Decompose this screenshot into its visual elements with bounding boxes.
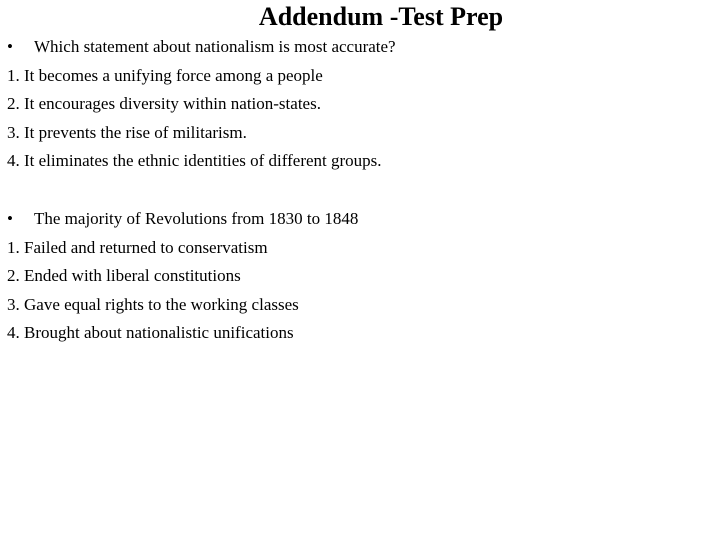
answer-option: 4. Brought about nationalistic unifications: [7, 323, 294, 342]
question-block: [7, 33, 396, 176]
answer-option: 4. It eliminates the ethnic identities of different groups.: [7, 151, 382, 170]
answer-option: 1. It becomes a unifying force among a people: [7, 65, 323, 85]
page-title: Addendum -Test Prep: [258, 2, 504, 31]
answer-option: 2. It encourages diversity within nation-states.: [7, 94, 321, 113]
bullet-icon: •: [7, 209, 13, 228]
question-stem: [7, 205, 358, 234]
answer-option: 3. Gave equal rights to the working classes: [7, 294, 299, 314]
question-block: [7, 205, 358, 348]
question-text: Which statement about nationalism is most accurate?: [34, 37, 396, 56]
question-stem: [7, 33, 396, 62]
answer-option: 2. Ended with liberal constitutions: [7, 266, 241, 285]
answer-option: 1. Failed and returned to conservatism: [7, 237, 268, 257]
bullet-icon: •: [7, 37, 13, 56]
answer-option: 3. It prevents the rise of militarism.: [7, 122, 247, 142]
question-text: The majority of Revolutions from 1830 to 1848: [34, 209, 359, 228]
